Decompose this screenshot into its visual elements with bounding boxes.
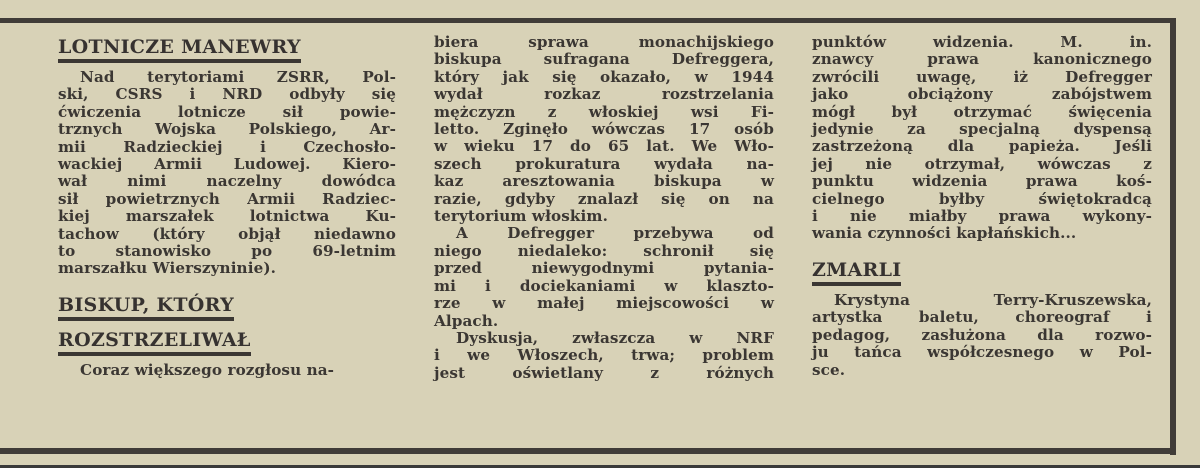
headline-line-2: ROZSTRZELIWAŁ bbox=[58, 329, 251, 356]
article-zmarli-body bbox=[812, 292, 1152, 379]
text-line: wackiej Armii Ludowej. Kiero- bbox=[58, 155, 396, 174]
text-line: letto. Zginęło wówczas 17 osób bbox=[434, 120, 774, 139]
text-line: razie, gdyby znalazł się on na bbox=[434, 189, 774, 208]
frame-bottom-rule bbox=[0, 448, 1176, 454]
text-line: Dyskusja, zwłaszcza w NRF bbox=[456, 328, 774, 347]
text-line: mii Radzieckiej i Czechosło- bbox=[58, 137, 396, 156]
text-line: pedagog, zasłużona dla rozwo- bbox=[812, 325, 1152, 344]
text-line: marszałku Wierszyninie). bbox=[58, 259, 277, 278]
text-line: Alpach. bbox=[434, 311, 499, 330]
headline-zmarli-block bbox=[812, 257, 1152, 292]
text-line: jej nie otrzymał, wówczas z bbox=[812, 154, 1152, 173]
text-line: terytorium włoskim. bbox=[434, 207, 608, 226]
article-lotnicze-manewry-body bbox=[58, 69, 396, 278]
text-line: zastrzeżoną dla papieża. Jeśli bbox=[812, 137, 1152, 156]
frame-top-rule bbox=[0, 18, 1176, 23]
text-line: Nad terytoriami ZSRR, Pol- bbox=[80, 68, 396, 86]
column-2 bbox=[434, 34, 774, 382]
text-line: punktów widzenia. M. in. bbox=[812, 33, 1152, 51]
text-line: ju tańca współczesnego w Pol- bbox=[812, 343, 1152, 362]
article-biskup-body-part-3 bbox=[812, 34, 1152, 243]
headline-biskup-ktory-rozstrzeliwal bbox=[58, 292, 396, 362]
text-line: mógł był otrzymać święcenia bbox=[812, 102, 1152, 121]
headline-line-1: BISKUP, KTÓRY bbox=[58, 294, 234, 321]
text-line: A Defregger przebywa od bbox=[456, 224, 774, 243]
text-line: ski, CSRS i NRD odbyły się bbox=[58, 85, 396, 104]
text-line: biera sprawa monachijskiego bbox=[434, 33, 774, 51]
headline-zmarli: ZMARLI bbox=[812, 259, 901, 286]
article-biskup-body-part-2 bbox=[434, 34, 774, 382]
text-line: kiej marszałek lotnictwa Ku- bbox=[58, 207, 396, 226]
text-line: sił powietrznych Armii Radziec- bbox=[58, 189, 396, 208]
text-line: mężczyzn z włoskiej wsi Fi- bbox=[434, 102, 774, 121]
text-line: który jak się okazało, w 1944 bbox=[434, 67, 774, 86]
text-line: to stanowisko po 69-letnim bbox=[58, 242, 396, 261]
text-line: jedynie za specjalną dyspensą bbox=[812, 120, 1152, 139]
text-line: wania czynności kapłańskich... bbox=[812, 224, 1077, 243]
text-line: niego niedaleko: schronił się bbox=[434, 241, 774, 260]
text-line: trznych Wojska Polskiego, Ar- bbox=[58, 120, 396, 139]
text-line: sce. bbox=[812, 360, 846, 379]
text-line: Krystyna Terry-Kruszewska, bbox=[834, 290, 1152, 309]
text-line: Coraz większego rozgłosu na- bbox=[80, 360, 335, 379]
frame-right-rule bbox=[1170, 18, 1176, 455]
text-line: przed niewygodnymi pytania- bbox=[434, 259, 774, 278]
text-line: biskupa sufragana Defreggera, bbox=[434, 50, 774, 69]
text-line: cielnego byłby świętokradcą bbox=[812, 189, 1152, 208]
text-line: i we Włoszech, trwa; problem bbox=[434, 346, 774, 365]
text-line: i nie miałby prawa wykony- bbox=[812, 207, 1152, 226]
text-line: kaz aresztowania biskupa w bbox=[434, 172, 774, 191]
column-3 bbox=[812, 34, 1152, 379]
text-line: jest oświetlany z różnych bbox=[434, 363, 774, 382]
text-line: mi i dociekaniami w klaszto- bbox=[434, 276, 774, 295]
text-line: artystka baletu, choreograf i bbox=[812, 308, 1152, 327]
text-line: wydał rozkaz rozstrzelania bbox=[434, 85, 774, 104]
text-line: znawcy prawa kanonicznego bbox=[812, 50, 1152, 69]
text-line: zwrócili uwagę, iż Defregger bbox=[812, 67, 1152, 86]
text-line: szech prokuratura wydała na- bbox=[434, 154, 774, 173]
text-line: ćwiczenia lotnicze sił powie- bbox=[58, 102, 396, 121]
text-line: rze w małej miejscowości w bbox=[434, 294, 774, 313]
headline-lotnicze-manewry: LOTNICZE MANEWRY bbox=[58, 36, 301, 63]
text-line: jako obciążony zabójstwem bbox=[812, 85, 1152, 104]
text-line: punktu widzenia prawa koś- bbox=[812, 172, 1152, 191]
column-1 bbox=[58, 34, 396, 379]
text-line: tachow (który objął niedawno bbox=[58, 224, 396, 243]
text-line: wał nimi naczelny dowódca bbox=[58, 172, 396, 191]
text-line: w wieku 17 do 65 lat. We Wło- bbox=[434, 137, 774, 156]
